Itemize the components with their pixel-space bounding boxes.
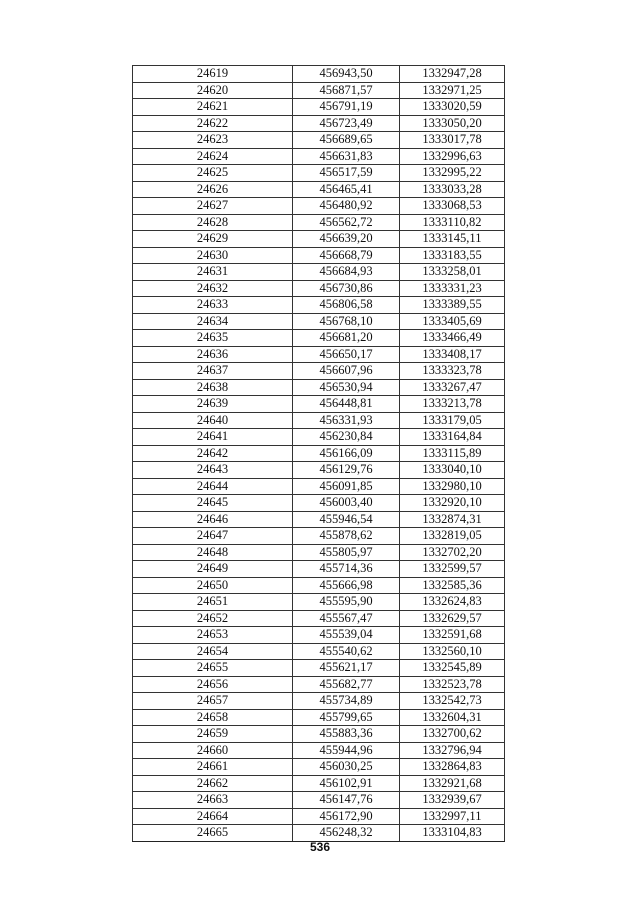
y-coordinate-cell: 1333104,83 — [400, 825, 505, 842]
x-coordinate-cell: 456639,20 — [293, 231, 400, 248]
x-coordinate-cell: 456689,65 — [293, 132, 400, 149]
x-coordinate-cell: 456791,19 — [293, 99, 400, 116]
table-row — [133, 561, 505, 578]
x-coordinate-cell: 456681,20 — [293, 330, 400, 347]
y-coordinate-cell: 1333183,55 — [400, 247, 505, 264]
y-coordinate-cell: 1332921,68 — [400, 775, 505, 792]
y-coordinate-cell: 1333145,11 — [400, 231, 505, 248]
x-coordinate-cell: 455621,17 — [293, 660, 400, 677]
y-coordinate-cell: 1332939,67 — [400, 792, 505, 809]
point-number-cell: 24661 — [133, 759, 293, 776]
point-number-cell: 24629 — [133, 231, 293, 248]
table-row — [133, 346, 505, 363]
table-row — [133, 363, 505, 380]
x-coordinate-cell: 456562,72 — [293, 214, 400, 231]
x-coordinate-cell: 455666,98 — [293, 577, 400, 594]
point-number-cell: 24648 — [133, 544, 293, 561]
x-coordinate-cell: 456650,17 — [293, 346, 400, 363]
table-row — [133, 627, 505, 644]
point-number-cell: 24623 — [133, 132, 293, 149]
y-coordinate-cell: 1332545,89 — [400, 660, 505, 677]
table-row — [133, 676, 505, 693]
x-coordinate-cell: 456871,57 — [293, 82, 400, 99]
table-row — [133, 742, 505, 759]
x-coordinate-cell: 456631,83 — [293, 148, 400, 165]
point-number-cell: 24659 — [133, 726, 293, 743]
y-coordinate-cell: 1333115,89 — [400, 445, 505, 462]
point-number-cell: 24635 — [133, 330, 293, 347]
x-coordinate-cell: 456230,84 — [293, 429, 400, 446]
x-coordinate-cell: 456448,81 — [293, 396, 400, 413]
point-number-cell: 24646 — [133, 511, 293, 528]
point-number-cell: 24637 — [133, 363, 293, 380]
table-row — [133, 610, 505, 627]
x-coordinate-cell: 455878,62 — [293, 528, 400, 545]
table-row — [133, 231, 505, 248]
table-row — [133, 264, 505, 281]
point-number-cell: 24628 — [133, 214, 293, 231]
table-row — [133, 181, 505, 198]
y-coordinate-cell: 1333179,05 — [400, 412, 505, 429]
table-row — [133, 429, 505, 446]
point-number-cell: 24660 — [133, 742, 293, 759]
table-row — [133, 379, 505, 396]
point-number-cell: 24662 — [133, 775, 293, 792]
x-coordinate-cell: 456166,09 — [293, 445, 400, 462]
table-row — [133, 643, 505, 660]
table-row — [133, 825, 505, 842]
coordinates-table — [132, 65, 505, 842]
y-coordinate-cell: 1332819,05 — [400, 528, 505, 545]
table-row — [133, 396, 505, 413]
coordinates-table-body — [133, 66, 505, 842]
table-row — [133, 495, 505, 512]
y-coordinate-cell: 1332591,68 — [400, 627, 505, 644]
y-coordinate-cell: 1333110,82 — [400, 214, 505, 231]
table-row — [133, 82, 505, 99]
table-row — [133, 594, 505, 611]
x-coordinate-cell: 456102,91 — [293, 775, 400, 792]
y-coordinate-cell: 1332796,94 — [400, 742, 505, 759]
table-row — [133, 132, 505, 149]
point-number-cell: 24663 — [133, 792, 293, 809]
x-coordinate-cell: 455799,65 — [293, 709, 400, 726]
point-number-cell: 24625 — [133, 165, 293, 182]
point-number-cell: 24621 — [133, 99, 293, 116]
y-coordinate-cell: 1332560,10 — [400, 643, 505, 660]
table-row — [133, 148, 505, 165]
x-coordinate-cell: 455595,90 — [293, 594, 400, 611]
table-row — [133, 808, 505, 825]
x-coordinate-cell: 455714,36 — [293, 561, 400, 578]
table-row — [133, 577, 505, 594]
point-number-cell: 24643 — [133, 462, 293, 479]
x-coordinate-cell: 455946,54 — [293, 511, 400, 528]
point-number-cell: 24638 — [133, 379, 293, 396]
table-row — [133, 792, 505, 809]
y-coordinate-cell: 1333408,17 — [400, 346, 505, 363]
x-coordinate-cell: 456129,76 — [293, 462, 400, 479]
table-row — [133, 726, 505, 743]
y-coordinate-cell: 1333323,78 — [400, 363, 505, 380]
x-coordinate-cell: 455944,96 — [293, 742, 400, 759]
x-coordinate-cell: 455883,36 — [293, 726, 400, 743]
x-coordinate-cell: 456684,93 — [293, 264, 400, 281]
x-coordinate-cell: 455539,04 — [293, 627, 400, 644]
point-number-cell: 24652 — [133, 610, 293, 627]
y-coordinate-cell: 1332874,31 — [400, 511, 505, 528]
y-coordinate-cell: 1332996,63 — [400, 148, 505, 165]
table-row — [133, 528, 505, 545]
y-coordinate-cell: 1333040,10 — [400, 462, 505, 479]
y-coordinate-cell: 1332997,11 — [400, 808, 505, 825]
table-row — [133, 198, 505, 215]
y-coordinate-cell: 1332523,78 — [400, 676, 505, 693]
table-row — [133, 709, 505, 726]
y-coordinate-cell: 1332702,20 — [400, 544, 505, 561]
point-number-cell: 24630 — [133, 247, 293, 264]
x-coordinate-cell: 455540,62 — [293, 643, 400, 660]
table-row — [133, 478, 505, 495]
x-coordinate-cell: 456091,85 — [293, 478, 400, 495]
y-coordinate-cell: 1333017,78 — [400, 132, 505, 149]
point-number-cell: 24636 — [133, 346, 293, 363]
point-number-cell: 24627 — [133, 198, 293, 215]
y-coordinate-cell: 1332599,57 — [400, 561, 505, 578]
point-number-cell: 24633 — [133, 297, 293, 314]
x-coordinate-cell: 456465,41 — [293, 181, 400, 198]
x-coordinate-cell: 456480,92 — [293, 198, 400, 215]
point-number-cell: 24653 — [133, 627, 293, 644]
table-row — [133, 165, 505, 182]
point-number-cell: 24641 — [133, 429, 293, 446]
point-number-cell: 24620 — [133, 82, 293, 99]
point-number-cell: 24632 — [133, 280, 293, 297]
table-row — [133, 66, 505, 83]
point-number-cell: 24639 — [133, 396, 293, 413]
x-coordinate-cell: 456030,25 — [293, 759, 400, 776]
x-coordinate-cell: 456943,50 — [293, 66, 400, 83]
x-coordinate-cell: 456723,49 — [293, 115, 400, 132]
y-coordinate-cell: 1333068,53 — [400, 198, 505, 215]
point-number-cell: 24649 — [133, 561, 293, 578]
y-coordinate-cell: 1332920,10 — [400, 495, 505, 512]
table-row — [133, 99, 505, 116]
point-number-cell: 24619 — [133, 66, 293, 83]
y-coordinate-cell: 1333405,69 — [400, 313, 505, 330]
y-coordinate-cell: 1332947,28 — [400, 66, 505, 83]
y-coordinate-cell: 1332585,36 — [400, 577, 505, 594]
x-coordinate-cell: 456668,79 — [293, 247, 400, 264]
point-number-cell: 24631 — [133, 264, 293, 281]
table-row — [133, 775, 505, 792]
y-coordinate-cell: 1332864,83 — [400, 759, 505, 776]
table-row — [133, 462, 505, 479]
page-number: 536 — [309, 840, 331, 854]
table-row — [133, 115, 505, 132]
table-row — [133, 412, 505, 429]
table-row — [133, 511, 505, 528]
table-row — [133, 313, 505, 330]
table-row — [133, 759, 505, 776]
table-row — [133, 330, 505, 347]
x-coordinate-cell: 456768,10 — [293, 313, 400, 330]
point-number-cell: 24624 — [133, 148, 293, 165]
table-row — [133, 214, 505, 231]
point-number-cell: 24634 — [133, 313, 293, 330]
y-coordinate-cell: 1333020,59 — [400, 99, 505, 116]
x-coordinate-cell: 456607,96 — [293, 363, 400, 380]
y-coordinate-cell: 1332624,83 — [400, 594, 505, 611]
x-coordinate-cell: 456147,76 — [293, 792, 400, 809]
y-coordinate-cell: 1333050,20 — [400, 115, 505, 132]
point-number-cell: 24658 — [133, 709, 293, 726]
x-coordinate-cell: 456172,90 — [293, 808, 400, 825]
x-coordinate-cell: 456530,94 — [293, 379, 400, 396]
x-coordinate-cell: 456517,59 — [293, 165, 400, 182]
y-coordinate-cell: 1333258,01 — [400, 264, 505, 281]
point-number-cell: 24650 — [133, 577, 293, 594]
y-coordinate-cell: 1332542,73 — [400, 693, 505, 710]
x-coordinate-cell: 455734,89 — [293, 693, 400, 710]
table-row — [133, 280, 505, 297]
y-coordinate-cell: 1333466,49 — [400, 330, 505, 347]
y-coordinate-cell: 1332995,22 — [400, 165, 505, 182]
y-coordinate-cell: 1333267,47 — [400, 379, 505, 396]
y-coordinate-cell: 1332700,62 — [400, 726, 505, 743]
y-coordinate-cell: 1333164,84 — [400, 429, 505, 446]
point-number-cell: 24657 — [133, 693, 293, 710]
point-number-cell: 24656 — [133, 676, 293, 693]
point-number-cell: 24664 — [133, 808, 293, 825]
x-coordinate-cell: 456730,86 — [293, 280, 400, 297]
x-coordinate-cell: 455567,47 — [293, 610, 400, 627]
point-number-cell: 24640 — [133, 412, 293, 429]
point-number-cell: 24647 — [133, 528, 293, 545]
table-row — [133, 445, 505, 462]
y-coordinate-cell: 1333331,23 — [400, 280, 505, 297]
table-row — [133, 693, 505, 710]
y-coordinate-cell: 1332971,25 — [400, 82, 505, 99]
table-row — [133, 297, 505, 314]
point-number-cell: 24651 — [133, 594, 293, 611]
y-coordinate-cell: 1332604,31 — [400, 709, 505, 726]
point-number-cell: 24626 — [133, 181, 293, 198]
table-row — [133, 660, 505, 677]
table-row — [133, 247, 505, 264]
point-number-cell: 24654 — [133, 643, 293, 660]
x-coordinate-cell: 455805,97 — [293, 544, 400, 561]
point-number-cell: 24645 — [133, 495, 293, 512]
point-number-cell: 24644 — [133, 478, 293, 495]
point-number-cell: 24655 — [133, 660, 293, 677]
y-coordinate-cell: 1333213,78 — [400, 396, 505, 413]
y-coordinate-cell: 1332980,10 — [400, 478, 505, 495]
point-number-cell: 24622 — [133, 115, 293, 132]
x-coordinate-cell: 455682,77 — [293, 676, 400, 693]
point-number-cell: 24665 — [133, 825, 293, 842]
x-coordinate-cell: 456806,58 — [293, 297, 400, 314]
y-coordinate-cell: 1333389,55 — [400, 297, 505, 314]
x-coordinate-cell: 456248,32 — [293, 825, 400, 842]
point-number-cell: 24642 — [133, 445, 293, 462]
x-coordinate-cell: 456331,93 — [293, 412, 400, 429]
y-coordinate-cell: 1332629,57 — [400, 610, 505, 627]
table-row — [133, 544, 505, 561]
y-coordinate-cell: 1333033,28 — [400, 181, 505, 198]
x-coordinate-cell: 456003,40 — [293, 495, 400, 512]
